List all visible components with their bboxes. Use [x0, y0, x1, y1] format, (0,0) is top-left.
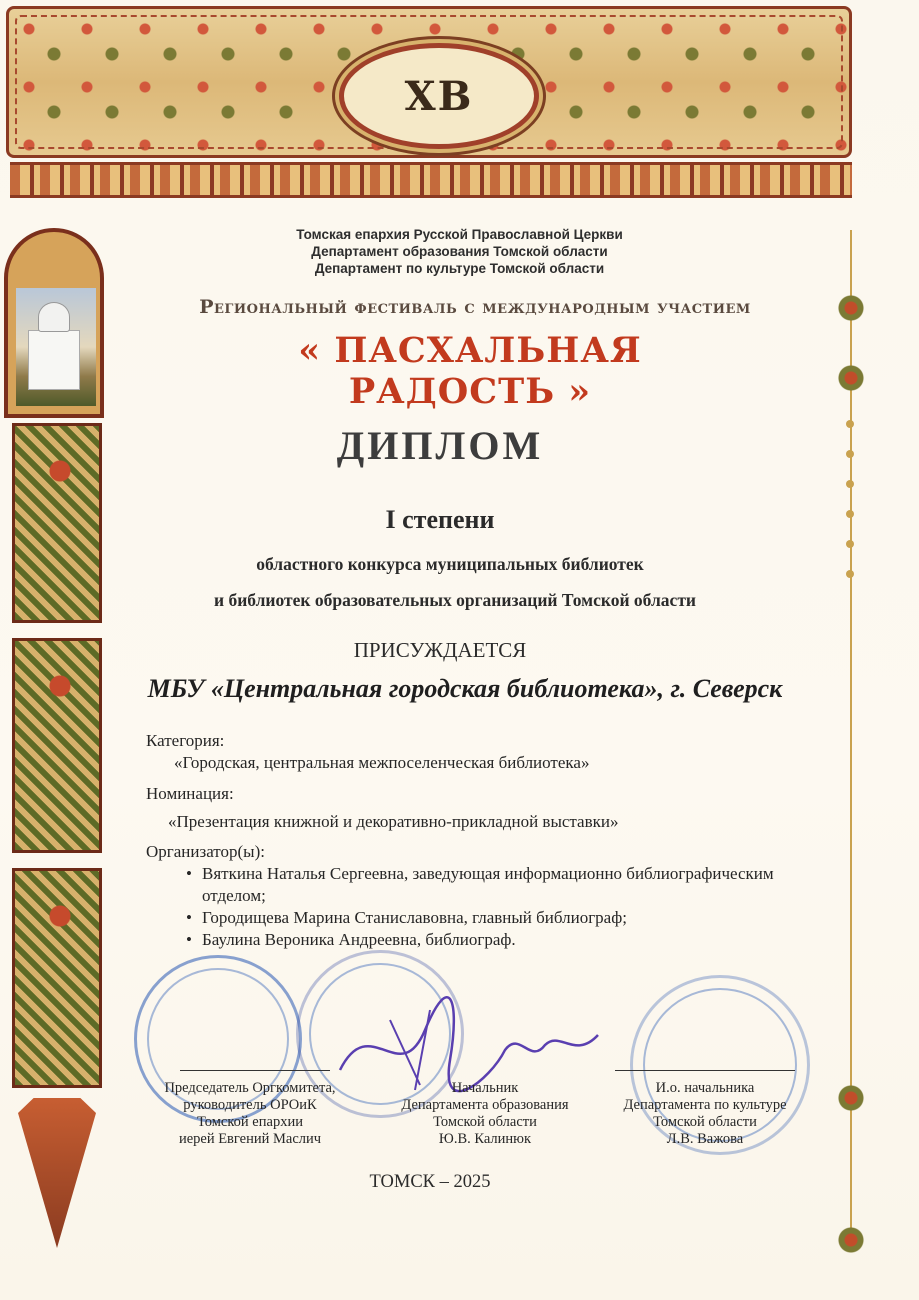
top-ornament-band: [6, 6, 852, 158]
organizer-line: Департамент по культуре Томской области: [314, 261, 605, 276]
right-ornament-dot: [846, 480, 854, 488]
diploma-title: ДИПЛОМ: [336, 423, 544, 468]
list-item: • Баулина Вероника Андреевна, библиограф.: [186, 929, 806, 951]
signer-line: Ю.В. Калинюк: [438, 1131, 532, 1147]
signer-block-culture: [600, 1080, 810, 1148]
category-value: «Городская, центральная межпоселенческая библиотека»: [174, 753, 590, 772]
left-ornament-tip: [18, 1098, 96, 1248]
awarded-label: ПРИСУЖДАЕТСЯ: [353, 638, 527, 662]
top-medallion: [339, 43, 539, 149]
church-body-shape: [28, 330, 80, 390]
medallion-letters: ХВ: [404, 72, 474, 120]
organizer-line: Департамент образования Томской области: [311, 244, 608, 259]
award-details: [146, 730, 806, 951]
signer-line: Томской области: [433, 1114, 537, 1130]
left-ornament-panel-1: [12, 423, 102, 623]
right-ornament-3: [833, 1070, 869, 1126]
contest-description-line: и библиотек образовательных организаций Томской области: [213, 590, 696, 610]
signer-block-education: [380, 1080, 590, 1148]
left-ornament-panel-2: [12, 638, 102, 853]
right-ornament-dot: [846, 450, 854, 458]
nomination-label: Номинация:: [146, 784, 234, 803]
left-ornament-panel-3: [12, 868, 102, 1088]
right-ornament-1: [833, 280, 869, 336]
signer-line: Томской епархии: [197, 1114, 303, 1130]
right-ornament-dot: [846, 540, 854, 548]
category-label: Категория:: [146, 731, 225, 750]
contest-description-line: областного конкурса муниципальных библиотек: [256, 554, 644, 574]
signer-line: Департамента образования: [401, 1097, 569, 1113]
festival-name: « ПАСХАЛЬНАЯ РАДОСТЬ »: [298, 330, 642, 412]
right-ornament-dot: [846, 510, 854, 518]
left-ornament-strip: [4, 228, 104, 1258]
signer-line: Департамента по культуре: [623, 1097, 787, 1113]
diploma-degree: I степени: [385, 505, 495, 534]
signer-block-chairman: [140, 1080, 360, 1148]
organizer-line: Томская епархия Русской Православной Церкви: [296, 227, 623, 242]
festival-subtitle: Региональный фестиваль с международным участием: [199, 296, 751, 318]
list-item: • Вяткина Наталья Сергеевна, заведующая информационно библиографическим отделом;: [186, 863, 806, 907]
organizers-list: [146, 863, 806, 951]
signature-line: [615, 1070, 795, 1071]
right-ornament-dot: [846, 420, 854, 428]
signer-line: Начальник: [451, 1080, 519, 1096]
nomination-value: «Презентация книжной и декоративно-прикладной выставки»: [168, 812, 619, 831]
signer-line: Председатель Оргкомитета,: [164, 1080, 336, 1096]
recipient-name: МБУ «Центральная городская библиотека», г. Северск: [147, 674, 783, 703]
signer-line: руководитель ОРОиК: [183, 1097, 317, 1113]
signer-line: иерей Евгений Маслич: [178, 1131, 322, 1147]
organizers-label: Организатор(ы):: [146, 842, 265, 861]
right-ornament-4: [825, 1210, 877, 1270]
signer-line: И.о. начальника: [655, 1080, 755, 1096]
church-dome-shape: [38, 302, 70, 332]
right-ornament-2: [833, 350, 869, 406]
signature-line: [180, 1070, 330, 1071]
list-item: • Городищева Марина Станиславовна, главный библиограф;: [186, 907, 806, 929]
top-braid-border: [10, 162, 852, 198]
city-year: ТОМСК – 2025: [369, 1172, 491, 1192]
signer-line: Томской области: [653, 1114, 757, 1130]
signer-line: Л.В. Важова: [666, 1131, 744, 1147]
right-ornament-dot: [846, 570, 854, 578]
